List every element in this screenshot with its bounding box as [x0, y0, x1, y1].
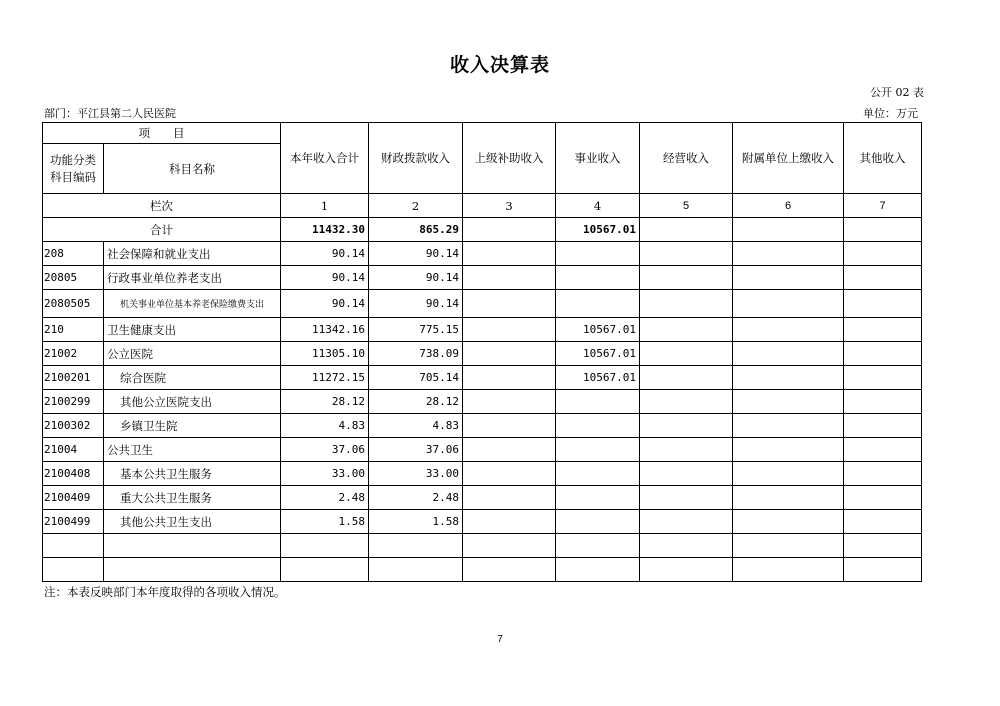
- table-row: [43, 510, 922, 534]
- amount-cell: [463, 266, 556, 290]
- amount-cell: [369, 558, 463, 582]
- col-header: 上级补助收入: [463, 123, 556, 194]
- col-number: 2: [369, 194, 463, 218]
- subject-code: 21004: [43, 438, 104, 462]
- func-code-header: [43, 144, 104, 194]
- table-row: [43, 242, 922, 266]
- subject-code: 2080505: [43, 290, 104, 318]
- amount-cell: [640, 342, 733, 366]
- subject-code: 210: [43, 318, 104, 342]
- col-header: 事业收入: [556, 123, 640, 194]
- amount-cell: [640, 318, 733, 342]
- subject-code: [43, 534, 104, 558]
- total-value: [463, 218, 556, 242]
- table-row: [43, 390, 922, 414]
- amount-cell: [733, 266, 844, 290]
- amount-cell: 10567.01: [556, 342, 640, 366]
- table-row: [43, 534, 922, 558]
- department-label: 部门：平江县第二人民医院: [44, 107, 176, 120]
- header-row-1: [43, 123, 922, 144]
- amount-cell: [844, 342, 922, 366]
- subject-name-header: 科目名称: [104, 144, 281, 194]
- subject-code: 2100408: [43, 462, 104, 486]
- amount-cell: [556, 510, 640, 534]
- subject-name: 综合医院: [104, 366, 281, 390]
- subject-name: 行政事业单位养老支出: [104, 266, 281, 290]
- subject-code: 2100499: [43, 510, 104, 534]
- col-header: 其他收入: [844, 123, 922, 194]
- subject-code: 20805: [43, 266, 104, 290]
- col-number: 6: [733, 194, 844, 218]
- amount-cell: 4.83: [281, 414, 369, 438]
- table-row: [43, 318, 922, 342]
- amount-cell: [733, 462, 844, 486]
- amount-cell: 705.14: [369, 366, 463, 390]
- amount-cell: [640, 366, 733, 390]
- subject-name: 乡镇卫生院: [104, 414, 281, 438]
- amount-cell: [369, 534, 463, 558]
- amount-cell: 10567.01: [556, 366, 640, 390]
- col-header: 财政拨款收入: [369, 123, 463, 194]
- amount-cell: [733, 390, 844, 414]
- amount-cell: [640, 534, 733, 558]
- amount-cell: [556, 290, 640, 318]
- table-row: [43, 290, 922, 318]
- subject-name: 重大公共卫生服务: [104, 486, 281, 510]
- amount-cell: 1.58: [369, 510, 463, 534]
- amount-cell: [556, 558, 640, 582]
- amount-cell: 2.48: [281, 486, 369, 510]
- amount-cell: 11342.16: [281, 318, 369, 342]
- amount-cell: [844, 534, 922, 558]
- amount-cell: 10567.01: [556, 318, 640, 342]
- amount-cell: [463, 510, 556, 534]
- amount-cell: [556, 462, 640, 486]
- amount-cell: [844, 266, 922, 290]
- subject-name: 基本公共卫生服务: [104, 462, 281, 486]
- page-number: 7: [497, 634, 503, 645]
- total-value: 10567.01: [556, 218, 640, 242]
- amount-cell: [844, 510, 922, 534]
- subject-name: 公共卫生: [104, 438, 281, 462]
- amount-cell: [640, 242, 733, 266]
- amount-cell: [844, 558, 922, 582]
- total-label: 合计: [43, 218, 281, 242]
- subject-name: [104, 558, 281, 582]
- income-table: [42, 122, 922, 582]
- table-row: [43, 486, 922, 510]
- amount-cell: [463, 318, 556, 342]
- amount-cell: [640, 414, 733, 438]
- amount-cell: 90.14: [281, 290, 369, 318]
- subject-name: [104, 534, 281, 558]
- amount-cell: [556, 534, 640, 558]
- subject-name: 社会保障和就业支出: [104, 242, 281, 266]
- col-header: 经营收入: [640, 123, 733, 194]
- amount-cell: [733, 366, 844, 390]
- amount-cell: [844, 414, 922, 438]
- amount-cell: 2.48: [369, 486, 463, 510]
- amount-cell: [640, 558, 733, 582]
- amount-cell: [556, 414, 640, 438]
- amount-cell: [733, 342, 844, 366]
- amount-cell: 90.14: [281, 266, 369, 290]
- amount-cell: 28.12: [281, 390, 369, 414]
- amount-cell: [733, 510, 844, 534]
- col-number: 4: [556, 194, 640, 218]
- amount-cell: 28.12: [369, 390, 463, 414]
- subject-code: 208: [43, 242, 104, 266]
- amount-cell: [463, 558, 556, 582]
- amount-cell: [844, 462, 922, 486]
- amount-cell: 775.15: [369, 318, 463, 342]
- col-number: 1: [281, 194, 369, 218]
- item-header: 项 目: [43, 123, 281, 144]
- amount-cell: [844, 366, 922, 390]
- func-code-header-text: 功能分类 科目编码: [50, 152, 96, 184]
- table-row: [43, 366, 922, 390]
- amount-cell: 90.14: [369, 242, 463, 266]
- amount-cell: [733, 438, 844, 462]
- subject-name: 卫生健康支出: [104, 318, 281, 342]
- subject-code: [43, 558, 104, 582]
- col-header: 本年收入合计: [281, 123, 369, 194]
- col-number: 7: [844, 194, 922, 218]
- table-code: 公开 02 表: [870, 86, 924, 99]
- table-row: [43, 342, 922, 366]
- table-note: 注：本表反映部门本年度取得的各项收入情况。: [44, 585, 286, 599]
- table-row: [43, 266, 922, 290]
- amount-cell: [556, 242, 640, 266]
- page-title: 收入决算表: [449, 54, 550, 76]
- amount-cell: 738.09: [369, 342, 463, 366]
- amount-cell: [733, 558, 844, 582]
- table-row: [43, 414, 922, 438]
- amount-cell: [733, 534, 844, 558]
- total-value: [733, 218, 844, 242]
- col-header: 附属单位上缴收入: [733, 123, 844, 194]
- amount-cell: [844, 290, 922, 318]
- amount-cell: 90.14: [369, 290, 463, 318]
- amount-cell: [640, 510, 733, 534]
- amount-cell: 33.00: [281, 462, 369, 486]
- amount-cell: [640, 486, 733, 510]
- amount-cell: [463, 366, 556, 390]
- amount-cell: 1.58: [281, 510, 369, 534]
- amount-cell: [463, 462, 556, 486]
- col-number-label: 栏次: [43, 194, 281, 218]
- amount-cell: [640, 462, 733, 486]
- subject-code: 2100201: [43, 366, 104, 390]
- amount-cell: [844, 318, 922, 342]
- amount-cell: [844, 438, 922, 462]
- amount-cell: [844, 242, 922, 266]
- total-value: 11432.30: [281, 218, 369, 242]
- amount-cell: 90.14: [281, 242, 369, 266]
- table-row: [43, 558, 922, 582]
- subject-code: 2100299: [43, 390, 104, 414]
- col-number: 5: [640, 194, 733, 218]
- amount-cell: 37.06: [369, 438, 463, 462]
- amount-cell: [733, 318, 844, 342]
- amount-cell: [463, 242, 556, 266]
- amount-cell: [640, 266, 733, 290]
- subject-name: 其他公立医院支出: [104, 390, 281, 414]
- amount-cell: [844, 486, 922, 510]
- total-row: [43, 218, 922, 242]
- subject-code: 2100302: [43, 414, 104, 438]
- total-value: [844, 218, 922, 242]
- amount-cell: [463, 534, 556, 558]
- amount-cell: 11272.15: [281, 366, 369, 390]
- total-value: [640, 218, 733, 242]
- subject-name: 其他公共卫生支出: [104, 510, 281, 534]
- col-number: 3: [463, 194, 556, 218]
- amount-cell: 4.83: [369, 414, 463, 438]
- table-row: [43, 438, 922, 462]
- amount-cell: [281, 534, 369, 558]
- unit-label: 单位：万元: [863, 107, 918, 120]
- column-number-row: [43, 194, 922, 218]
- table-row: [43, 462, 922, 486]
- amount-cell: [640, 290, 733, 318]
- amount-cell: [463, 290, 556, 318]
- amount-cell: [556, 390, 640, 414]
- subject-code: 2100409: [43, 486, 104, 510]
- amount-cell: [733, 242, 844, 266]
- amount-cell: [844, 390, 922, 414]
- amount-cell: [463, 486, 556, 510]
- amount-cell: [463, 390, 556, 414]
- amount-cell: [281, 558, 369, 582]
- amount-cell: 33.00: [369, 462, 463, 486]
- subject-name: 公立医院: [104, 342, 281, 366]
- amount-cell: 90.14: [369, 266, 463, 290]
- amount-cell: [463, 438, 556, 462]
- amount-cell: [733, 414, 844, 438]
- amount-cell: [640, 390, 733, 414]
- amount-cell: [463, 342, 556, 366]
- subject-name: 机关事业单位基本养老保险缴费支出: [104, 290, 281, 318]
- amount-cell: [733, 486, 844, 510]
- amount-cell: [556, 486, 640, 510]
- subject-code: 21002: [43, 342, 104, 366]
- amount-cell: [556, 438, 640, 462]
- amount-cell: [463, 414, 556, 438]
- total-value: 865.29: [369, 218, 463, 242]
- amount-cell: [556, 266, 640, 290]
- amount-cell: 37.06: [281, 438, 369, 462]
- amount-cell: [640, 438, 733, 462]
- amount-cell: 11305.10: [281, 342, 369, 366]
- amount-cell: [733, 290, 844, 318]
